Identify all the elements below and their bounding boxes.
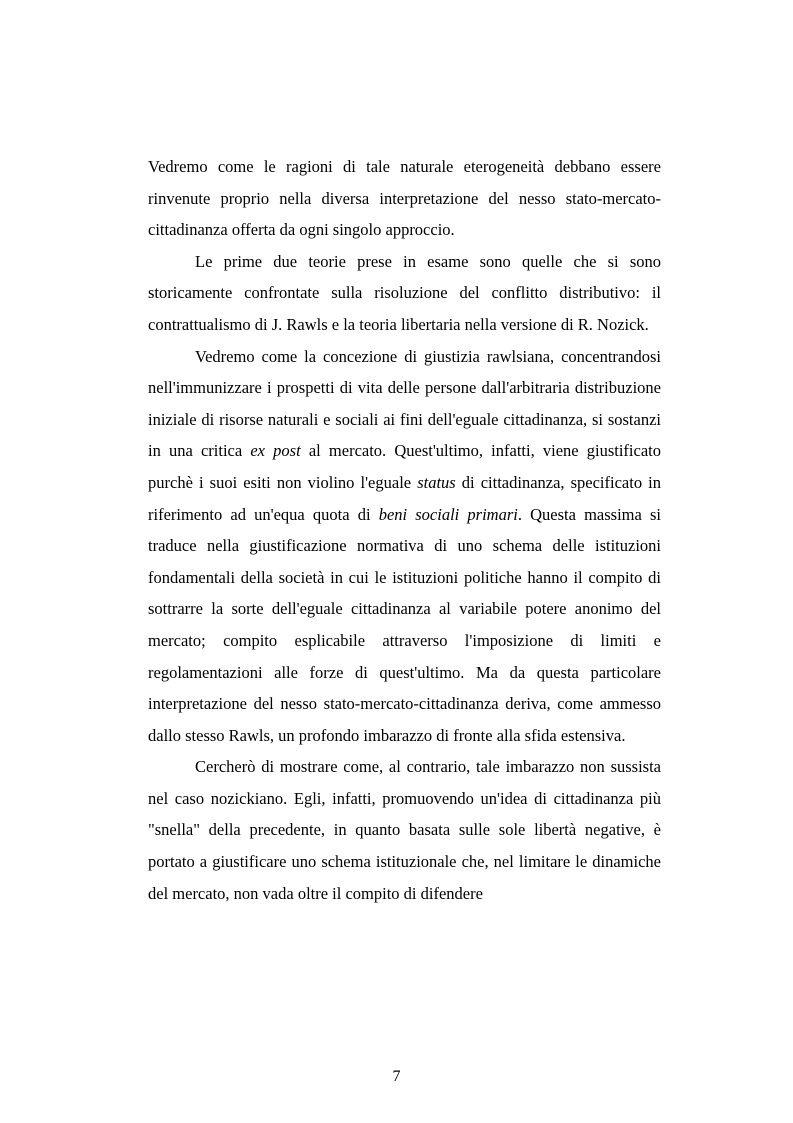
text-segment: di cittadinanza, specificato in riferimento ad un'equa quota di xyxy=(148,472,661,524)
italic-text-segment: beni sociali primari xyxy=(378,504,518,524)
paragraph-3 xyxy=(148,341,661,752)
body-text xyxy=(148,151,661,909)
text-segment: al mercato. Quest'ultimo, infatti, viene giustificato purchè i suoi esiti non violino l'eguale xyxy=(148,441,661,492)
italic-text-segment: ex post xyxy=(250,441,301,461)
paragraph-2 xyxy=(148,246,661,341)
italic-text-segment: status xyxy=(417,472,456,492)
paragraph-1 xyxy=(148,151,661,246)
text-segment: Vedremo come le ragioni di tale naturale eterogeneità debbano essere rinvenute proprio nella diversa interpretazione del nesso stato-mercato-cittadinanza offerta da ogni singolo approccio. xyxy=(148,157,661,240)
paragraph-4 xyxy=(148,751,661,909)
text-segment: . Questa massima si traduce nella giustificazione normativa di uno schema delle istituzioni fondamentali della società in cui le istituzioni politiche hanno il compito di sottrarre la sorte dell'eguale cittadinanza al variabile potere anonimo del mercato; compito esplicabile attraverso l'imposizione di limiti e regolamentazioni alle forze di quest'ultimo. Ma da questa particolare interpretazione del nesso stato-mercato-cittadinanza deriva, come ammesso dallo stesso Rawls, un profondo imbarazzo di fronte alla sfida estensiva. xyxy=(148,504,661,745)
text-segment: Cercherò di mostrare come, al contrario, tale imbarazzo non sussista nel caso nozickiano. Egli, infatti, promuovendo un'idea di cittadinanza più "snella" della precedente, in quanto basata sulle sole libertà negative, è portato a giustificare uno schema istituzionale che, nel limitare le dinamiche del mercato, non vada oltre il compito di difendere xyxy=(148,757,661,903)
text-segment: Le prime due teorie prese in esame sono quelle che si sono storicamente confrontate sulla risoluzione del conflitto distributivo: il contrattualismo di J. Rawls e la teoria libertaria nella versione di R. Nozick. xyxy=(148,251,661,334)
text-segment: Vedremo come la concezione di giustizia rawlsiana, concentrandosi nell'immunizzare i prospetti di vita delle persone dall'arbitraria distribuzione iniziale di risorse naturali e sociali ai fini dell'eguale cittadinanza, si sostanzi in una critica xyxy=(148,346,661,461)
page-number: 7 xyxy=(392,1068,401,1085)
